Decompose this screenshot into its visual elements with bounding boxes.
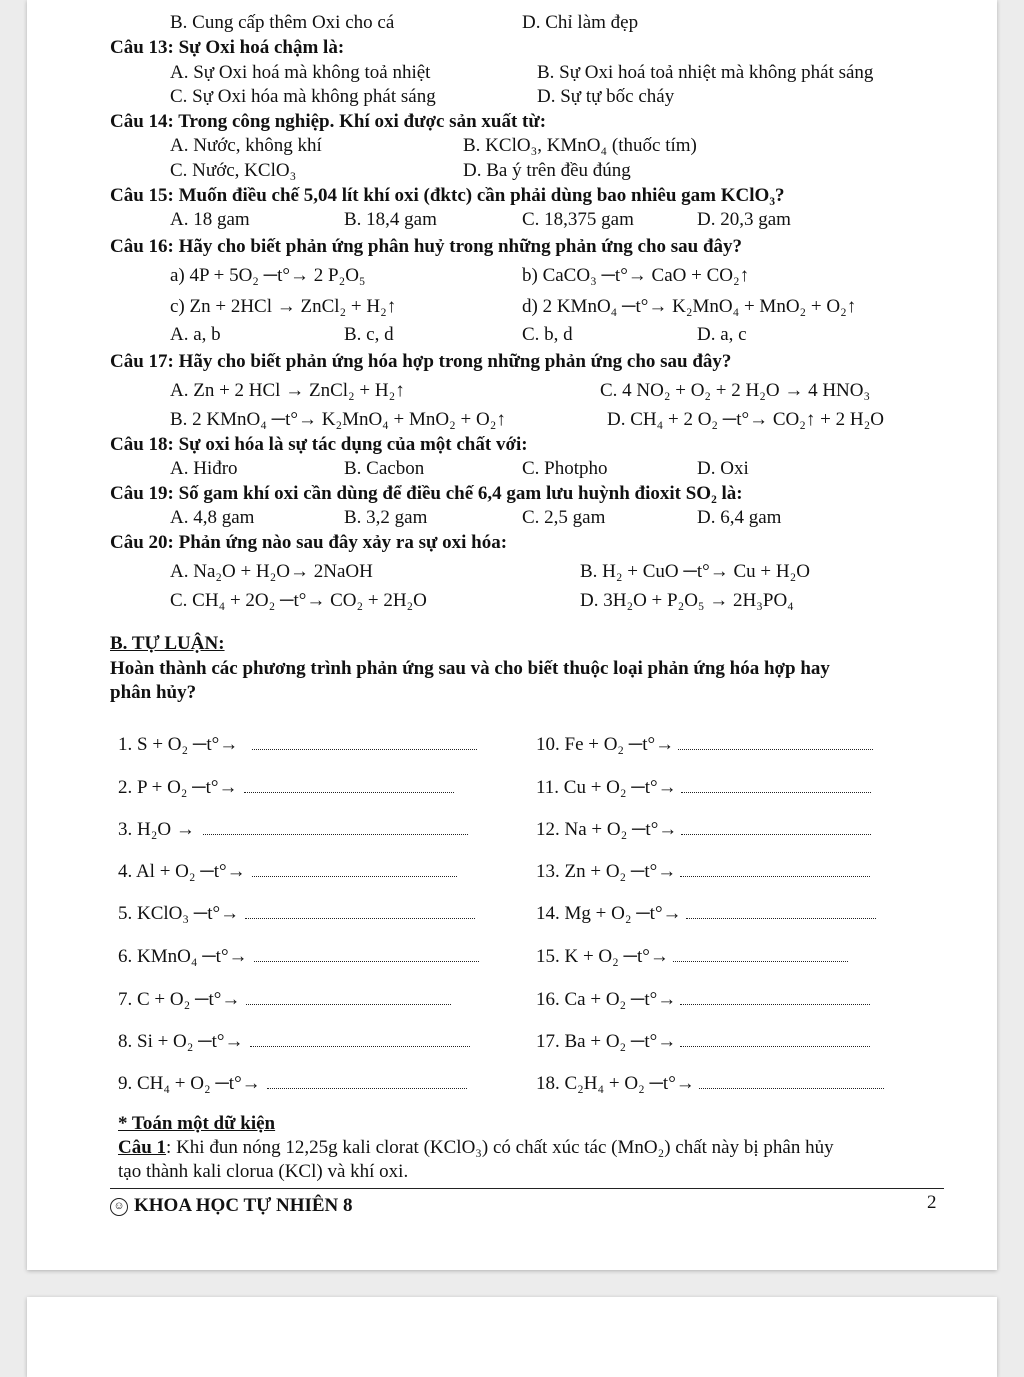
q16-reaction-c: c) Zn + 2HCl → ZnCl₂ + H₂↑ — [170, 296, 397, 317]
q15-title: Câu 15: Muốn điều chế 5,04 lít khí oxi (đktc) cần phải dùng bao nhiêu gam KClO₃? — [110, 185, 785, 206]
equation-8: 8. Si + O₂ ─t°→ — [118, 1031, 470, 1053]
q19-option-d: D. 6,4 gam — [697, 507, 782, 528]
problem-heading: * Toán một dữ kiện — [118, 1113, 276, 1134]
q13-option-d: D. Sự tự bốc cháy — [537, 86, 675, 107]
q14-option-a: A. Nước, không khí — [170, 135, 322, 156]
footer-divider — [110, 1188, 944, 1189]
q12-option-b: B. Cung cấp thêm Oxi cho cá — [170, 12, 395, 33]
equation-12: 12. Na + O₂ ─t°→ — [536, 819, 871, 841]
q17-option-d: D. CH₄ + 2 O₂ ─t°→ CO₂↑ + 2 H₂O — [607, 409, 884, 430]
equation-2: 2. P + O₂ ─t°→ — [118, 777, 454, 799]
q13-option-a: A. Sự Oxi hoá mà không toả nhiệt — [170, 62, 431, 83]
essay-heading: B. TỰ LUẬN: — [110, 633, 225, 654]
q20-title: Câu 20: Phản ứng nào sau đây xảy ra sự oxi hóa: — [110, 532, 508, 553]
equation-11: 11. Cu + O₂ ─t°→ — [536, 777, 871, 799]
equation-6: 6. KMnO₄ ─t°→ — [118, 946, 479, 968]
q15-option-a: A. 18 gam — [170, 209, 250, 230]
equation-9: 9. CH₄ + O₂ ─t°→ — [118, 1073, 467, 1095]
next-page — [27, 1297, 997, 1377]
q14-option-b: B. KClO₃, KMnO₄ (thuốc tím) — [463, 135, 697, 156]
q14-title: Câu 14: Trong công nghiệp. Khí oxi được sản xuất từ: — [110, 111, 547, 132]
q16-option-b: B. c, d — [344, 324, 394, 345]
q16-option-a: A. a, b — [170, 324, 221, 345]
page-number: 2 — [927, 1192, 937, 1213]
q18-option-d: D. Oxi — [697, 458, 749, 479]
q13-title: Câu 13: Sự Oxi hoá chậm là: — [110, 37, 345, 58]
q14-option-d: D. Ba ý trên đều đúng — [463, 160, 631, 181]
equation-15: 15. K + O₂ ─t°→ — [536, 946, 848, 968]
essay-instruction-line1: Hoàn thành các phương trình phản ứng sau và cho biết thuộc loại phản ứng hóa hợp hay — [110, 658, 830, 679]
q17-title: Câu 17: Hãy cho biết phản ứng hóa hợp trong những phản ứng cho sau đây? — [110, 351, 732, 372]
q12-option-d: D. Chỉ làm đẹp — [522, 12, 639, 33]
equation-1: 1. S + O₂ ─t°→ — [118, 734, 477, 756]
q20-option-c: C. CH₄ + 2O₂ ─t°→ CO₂ + 2H₂O — [170, 590, 427, 611]
q16-option-c: C. b, d — [522, 324, 573, 345]
q13-option-b: B. Sự Oxi hoá toả nhiệt mà không phát sáng — [537, 62, 874, 83]
footer-subject: ☺ KHOA HỌC TỰ NHIÊN 8 — [110, 1195, 353, 1217]
q18-option-c: C. Photpho — [522, 458, 608, 479]
q19-option-a: A. 4,8 gam — [170, 507, 255, 528]
q14-option-c: C. Nước, KClO₃ — [170, 160, 297, 181]
equation-10: 10. Fe + O₂ ─t°→ — [536, 734, 873, 756]
q15-option-d: D. 20,3 gam — [697, 209, 791, 230]
q20-option-a: A. Na₂O + H₂O→ 2NaOH — [170, 561, 373, 582]
q19-option-c: C. 2,5 gam — [522, 507, 606, 528]
q18-title: Câu 18: Sự oxi hóa là sự tác dụng của một chất với: — [110, 434, 528, 455]
q20-option-d: D. 3H₂O + P₂O₅ → 2H₃PO₄ — [580, 590, 794, 611]
q16-title: Câu 16: Hãy cho biết phản ứng phân huỷ trong những phản ứng cho sau đây? — [110, 236, 743, 257]
q18-option-b: B. Cacbon — [344, 458, 425, 479]
essay-instruction-line2: phân hủy? — [110, 682, 197, 703]
q20-option-b: B. H₂ + CuO ─t°→ Cu + H₂O — [580, 561, 810, 582]
q17-option-b: B. 2 KMnO₄ ─t°→ K₂MnO₄ + MnO₂ + O₂↑ — [170, 409, 506, 430]
q13-option-c: C. Sự Oxi hóa mà không phát sáng — [170, 86, 436, 107]
q15-option-c: C. 18,375 gam — [522, 209, 634, 230]
equation-5: 5. KClO₃ ─t°→ — [118, 903, 475, 925]
equation-16: 16. Ca + O₂ ─t°→ — [536, 989, 870, 1011]
q17-option-c: C. 4 NO₂ + O₂ + 2 H₂O → 4 HNO₃ — [600, 380, 871, 401]
equation-14: 14. Mg + O₂ ─t°→ — [536, 903, 876, 925]
q15-option-b: B. 18,4 gam — [344, 209, 437, 230]
problem-line2: tạo thành kali clorua (KCl) và khí oxi. — [118, 1161, 409, 1182]
equation-7: 7. C + O₂ ─t°→ — [118, 989, 451, 1011]
q19-option-b: B. 3,2 gam — [344, 507, 428, 528]
equation-4: 4. Al + O₂ ─t°→ — [118, 861, 457, 883]
q16-reaction-b: b) CaCO₃ ─t°→ CaO + CO₂↑ — [522, 265, 750, 286]
q17-option-a: A. Zn + 2 HCl → ZnCl₂ + H₂↑ — [170, 380, 405, 401]
q16-option-d: D. a, c — [697, 324, 747, 345]
q16-reaction-d: d) 2 KMnO₄ ─t°→ K₂MnO₄ + MnO₂ + O₂↑ — [522, 296, 857, 317]
smiley-icon: ☺ — [110, 1198, 128, 1216]
q18-option-a: A. Hiđro — [170, 458, 238, 479]
equation-17: 17. Ba + O₂ ─t°→ — [536, 1031, 870, 1053]
q16-reaction-a: a) 4P + 5O₂ ─t°→ 2 P₂O₅ — [170, 265, 366, 286]
problem-line1: Câu 1: Khi đun nóng 12,25g kali clorat (KClO₃) có chất xúc tác (MnO₂) chất này bị phân hủy — [118, 1137, 834, 1158]
equation-13: 13. Zn + O₂ ─t°→ — [536, 861, 870, 883]
equation-18: 18. C₂H₄ + O₂ ─t°→ — [536, 1073, 884, 1095]
equation-3: 3. H₂O → — [118, 819, 468, 841]
q19-title: Câu 19: Số gam khí oxi cần dùng để điều chế 6,4 gam lưu huỳnh đioxit SO₂ là: — [110, 483, 743, 504]
